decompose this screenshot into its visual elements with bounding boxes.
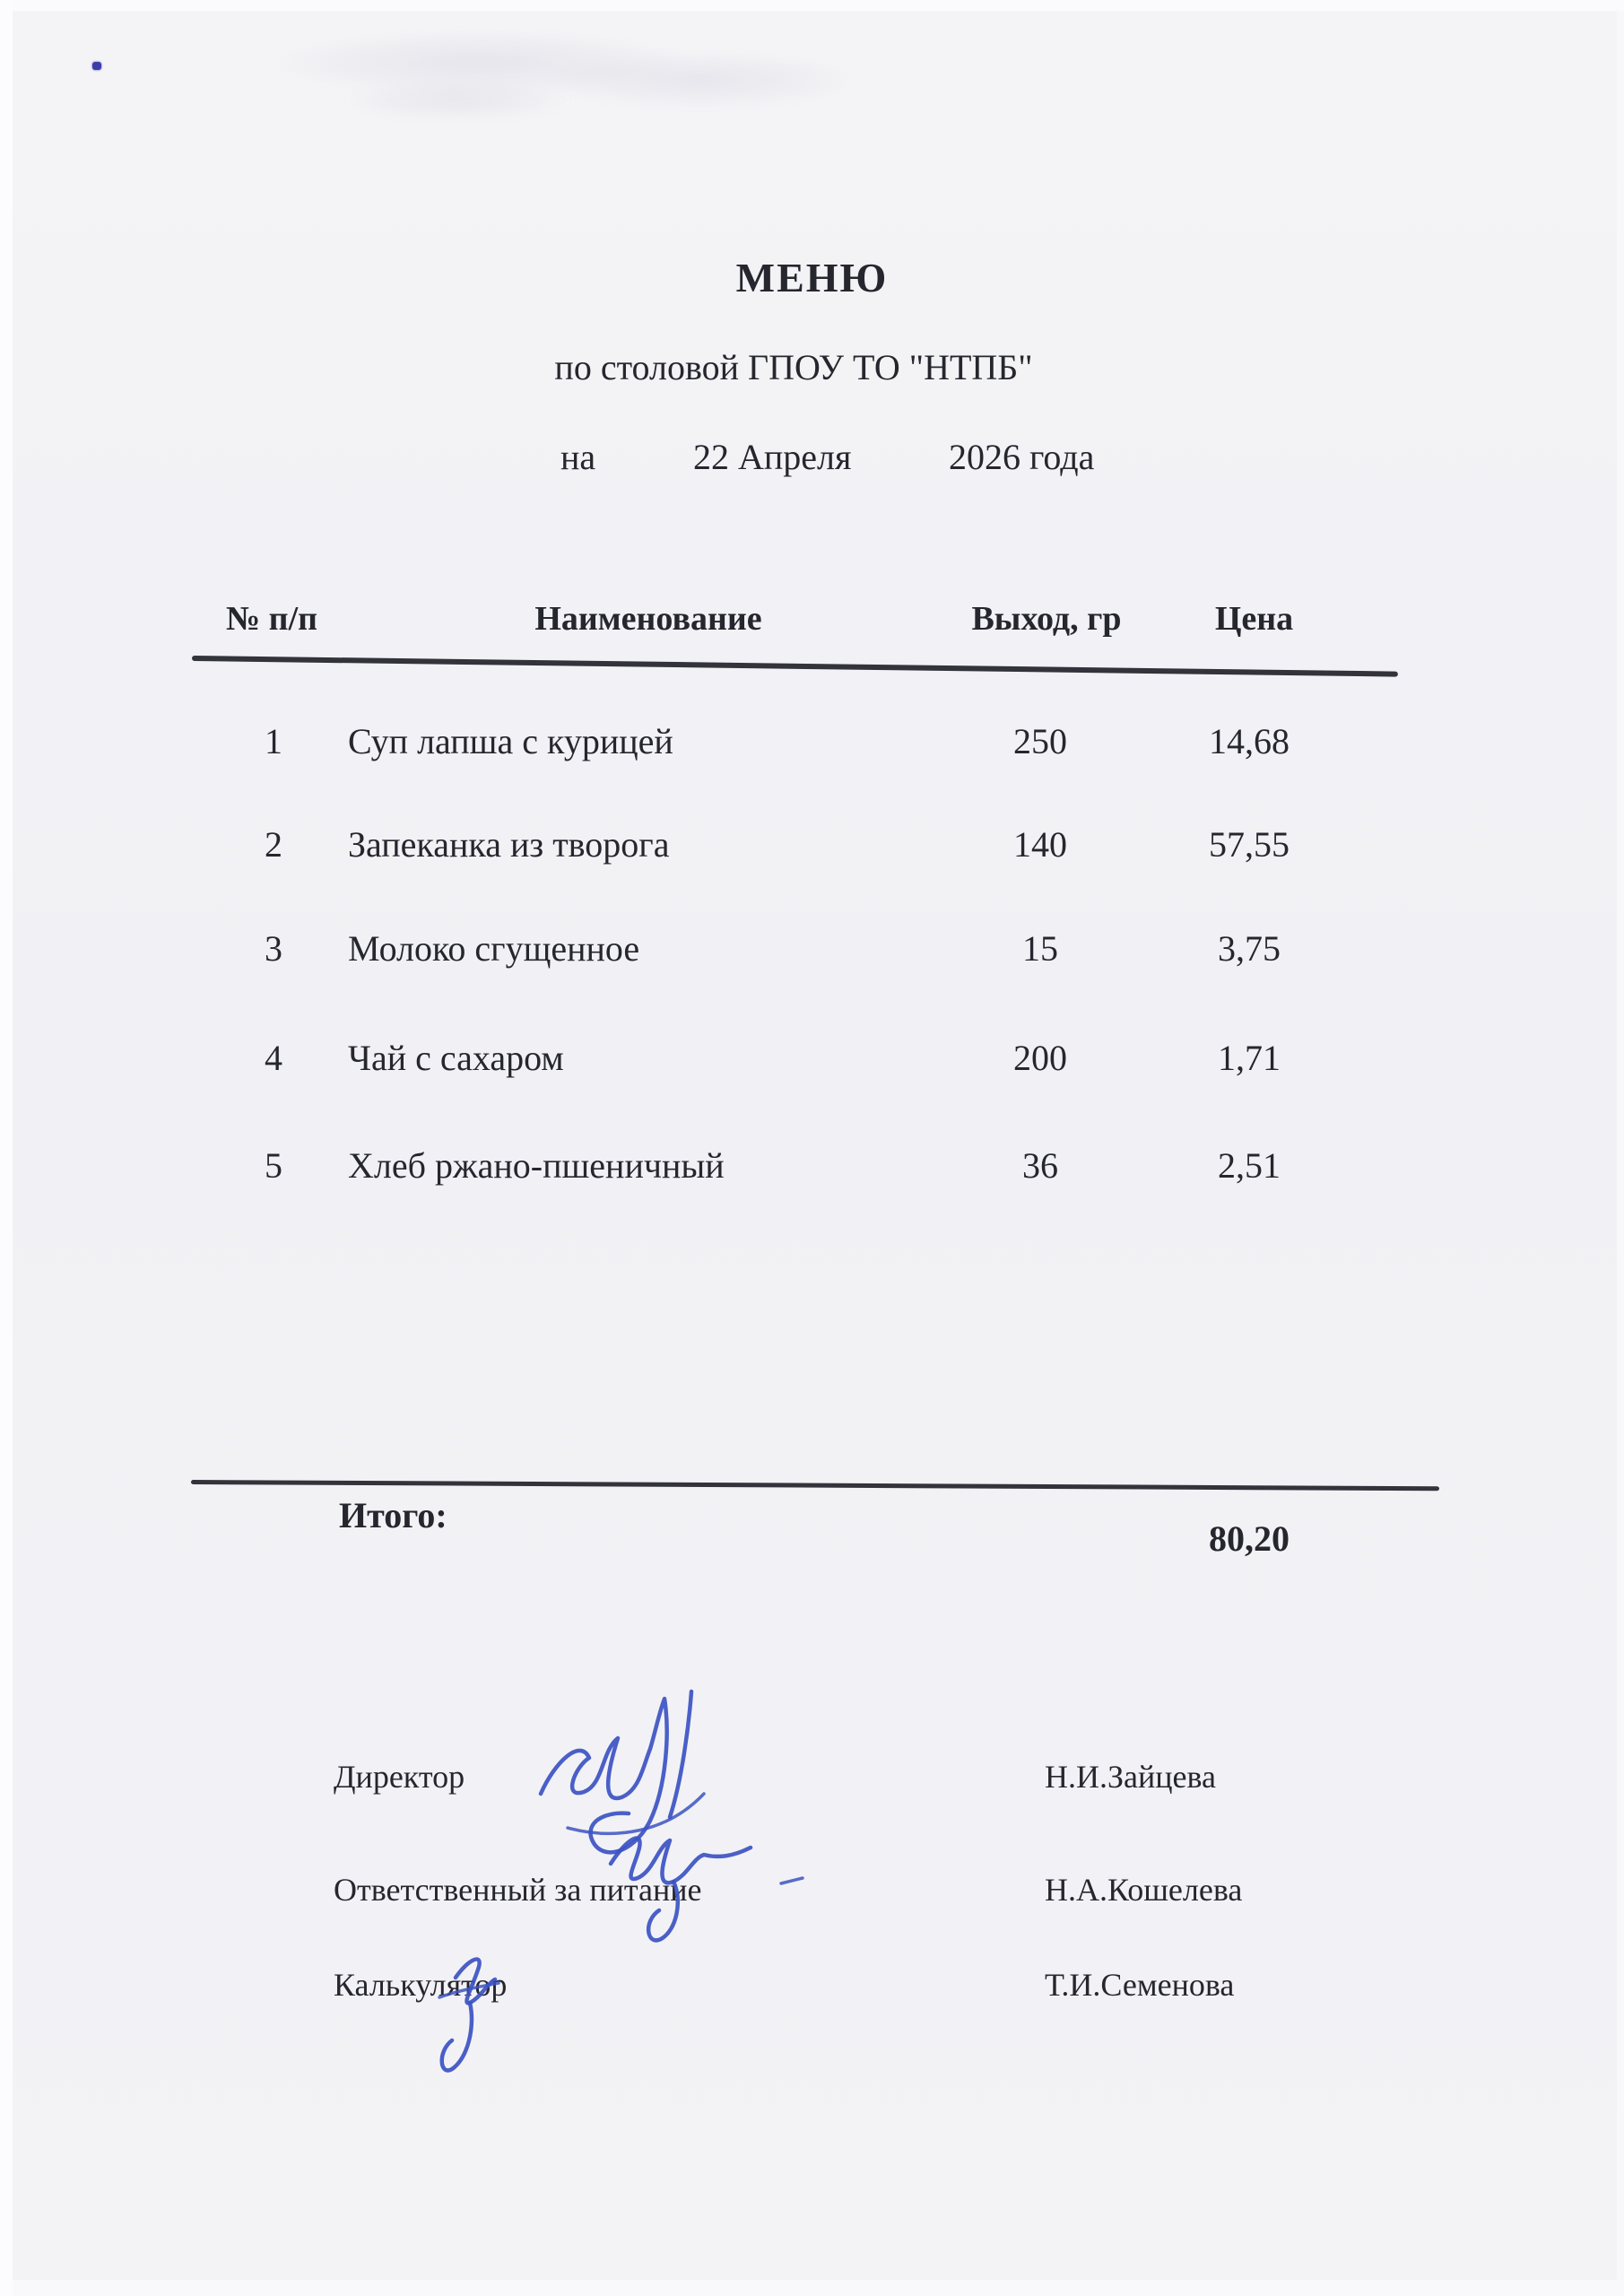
row-weight: 200	[1013, 1038, 1067, 1078]
signature-role: Калькулятор	[334, 1967, 508, 2003]
date-year: 2026 года	[949, 437, 1095, 477]
header-price: Цена	[1214, 600, 1294, 638]
date-line	[0, 436, 1624, 484]
date-day-month: 22 Апреля	[693, 437, 852, 477]
row-num: 4	[265, 1038, 282, 1078]
row-num: 5	[265, 1145, 282, 1186]
header-weight: Выход, гр	[971, 600, 1122, 638]
header-num: № п/п	[226, 600, 318, 638]
page-subtitle: по столовой ГПОУ ТО "НТПБ"	[554, 347, 1033, 387]
scan-bleedthrough-smudge	[341, 79, 574, 120]
total-label: Итого:	[339, 1495, 447, 1535]
row-price: 1,71	[1218, 1038, 1281, 1078]
date-prefix: на	[560, 437, 596, 477]
row-weight: 15	[1022, 928, 1058, 969]
signature-row-calculator	[0, 1966, 1624, 2013]
header-rule-line	[192, 656, 1398, 677]
row-weight: 36	[1022, 1145, 1058, 1186]
row-name: Суп лапша с курицей	[348, 721, 673, 761]
scan-bleedthrough-smudge	[538, 52, 861, 108]
row-weight: 250	[1013, 721, 1067, 761]
signature-person-name: Н.А.Кошелева	[1045, 1872, 1243, 1908]
signature-role: Ответственный за питание	[334, 1872, 702, 1908]
row-weight: 140	[1013, 824, 1067, 865]
row-name: Запеканка из творога	[348, 824, 670, 865]
signature-row-food-officer	[0, 1871, 1624, 1918]
handwritten-signature-calculator	[404, 1942, 556, 2094]
table-header-row	[0, 599, 1624, 648]
row-price: 2,51	[1218, 1145, 1281, 1186]
signature-row-director	[0, 1758, 1624, 1805]
row-num: 3	[265, 928, 282, 969]
row-name: Хлеб ржано-пшеничный	[348, 1145, 725, 1186]
ink-speck	[92, 62, 101, 70]
signature-role: Директор	[334, 1759, 465, 1795]
table-row	[0, 720, 1624, 772]
row-num: 1	[265, 721, 282, 761]
total-rule-line	[191, 1480, 1439, 1491]
total-value: 80,20	[1209, 1518, 1290, 1559]
table-row	[0, 823, 1624, 875]
row-price: 3,75	[1218, 928, 1281, 969]
signature-person-name: Т.И.Семенова	[1045, 1967, 1235, 2003]
row-name: Молоко сгущенное	[348, 928, 640, 969]
row-price: 57,55	[1209, 824, 1290, 865]
table-row	[0, 927, 1624, 979]
page-title: МЕНЮ	[735, 255, 889, 300]
header-name: Наименование	[534, 600, 762, 638]
table-row	[0, 1144, 1624, 1196]
table-row	[0, 1037, 1624, 1089]
row-num: 2	[265, 824, 282, 865]
row-price: 14,68	[1209, 721, 1290, 761]
row-name: Чай с сахаром	[348, 1038, 564, 1078]
signature-person-name: Н.И.Зайцева	[1045, 1759, 1217, 1795]
